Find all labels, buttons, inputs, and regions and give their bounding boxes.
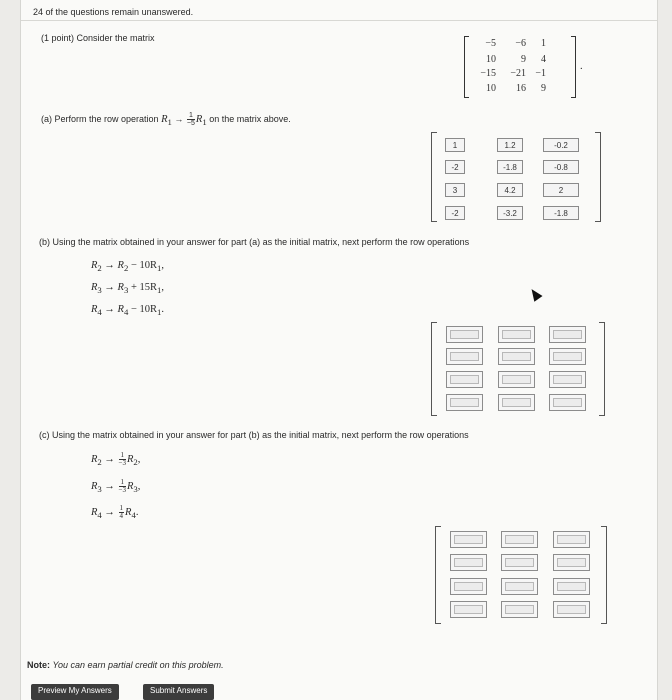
matrix-cell: 1 <box>541 38 546 49</box>
punctuation: , <box>161 282 165 293</box>
answer-b-input[interactable] <box>446 394 483 411</box>
row-operation <box>91 452 140 467</box>
matrix-cell: 9 <box>521 54 526 65</box>
row-operation <box>91 304 164 317</box>
answer-c-input[interactable] <box>553 578 590 595</box>
matrix-cell: 9 <box>541 83 546 94</box>
matrix-cell: −5 <box>485 38 496 49</box>
row-operation <box>91 479 140 494</box>
punctuation: , <box>161 260 165 271</box>
arrow: → <box>104 282 115 293</box>
part-b-instruction: (b) Using the matrix obtained in your answer for part (a) as the initial matrix, next perform the row operations <box>39 237 470 247</box>
punctuation: , <box>137 480 141 492</box>
denominator: 4 <box>119 512 124 520</box>
row-index: 3 <box>97 285 102 296</box>
part-c-instruction: (c) Using the matrix obtained in your answer for part (b) as the initial matrix, next perform the row operations <box>39 430 469 440</box>
answer-a-cell[interactable]: 2 <box>543 183 579 197</box>
row-index: 4 <box>123 307 129 318</box>
arrow: → <box>174 113 184 124</box>
matrix-cell: 10 <box>486 54 496 65</box>
scalar-fraction <box>187 112 195 127</box>
row-symbol: R <box>91 506 98 518</box>
answer-c-input[interactable] <box>553 554 590 571</box>
answer-c-input[interactable] <box>450 601 487 618</box>
row-operation <box>91 505 138 520</box>
arrow: → <box>104 304 115 315</box>
scalar-fraction <box>119 505 125 520</box>
answer-b-input[interactable] <box>498 326 535 343</box>
row-symbol: R <box>91 304 98 315</box>
partial-credit-note <box>27 660 224 670</box>
scalar-fraction <box>119 452 126 467</box>
matrix-cell: −15 <box>480 68 496 79</box>
row-symbol: R <box>117 260 124 271</box>
answer-c-input[interactable] <box>450 578 487 595</box>
answer-c-input[interactable] <box>501 531 538 548</box>
punctuation: . <box>161 304 165 315</box>
row-term: + 15R <box>128 282 158 293</box>
answer-b-input[interactable] <box>446 326 483 343</box>
submit-answers-button[interactable]: Submit Answers <box>143 684 214 700</box>
answer-c-input[interactable] <box>450 554 487 571</box>
row-operation <box>91 260 164 273</box>
answer-a-cell[interactable]: -2 <box>445 160 465 174</box>
answer-c-input[interactable] <box>450 531 487 548</box>
row-term: − 10R <box>128 260 158 271</box>
punctuation: . <box>135 506 139 518</box>
matrix-cell: −21 <box>510 68 526 79</box>
answer-a-cell[interactable]: -1.8 <box>497 160 523 174</box>
row-operation <box>91 282 164 295</box>
numerator: 1 <box>119 504 124 512</box>
punctuation: , <box>137 453 141 465</box>
numerator: 1 <box>120 478 125 486</box>
row-symbol: R <box>91 480 98 492</box>
denominator: −3 <box>118 459 126 467</box>
part-a-suffix: on the matrix above. <box>209 113 291 124</box>
answer-a-cell[interactable]: 1.2 <box>497 138 523 152</box>
row-index: 4 <box>97 510 102 520</box>
row-symbol: R <box>91 260 98 271</box>
matrix-cell: −6 <box>515 38 526 49</box>
row-index: 2 <box>123 263 129 274</box>
answer-b-input[interactable] <box>498 348 535 365</box>
row-index: 1 <box>157 307 162 318</box>
preview-answers-button[interactable]: Preview My Answers <box>31 684 119 700</box>
row-index: 2 <box>97 457 102 467</box>
answer-a-cell[interactable]: 1 <box>445 138 465 152</box>
answer-a-cell[interactable]: -0.2 <box>543 138 579 152</box>
row-symbol: R <box>195 113 203 125</box>
arrow: → <box>104 260 115 271</box>
part-a-prefix: (a) Perform the row operation <box>41 113 159 124</box>
row-term: − 10R <box>128 304 158 315</box>
answer-a-cell[interactable]: -2 <box>445 206 465 220</box>
row-index: 1 <box>167 116 172 127</box>
answer-a-cell[interactable]: -1.8 <box>543 206 579 220</box>
arrow: → <box>104 453 115 465</box>
arrow: → <box>104 506 115 518</box>
row-symbol: R <box>117 282 124 293</box>
note-label: Note: <box>27 660 50 670</box>
answer-b-bracket-left <box>431 322 437 416</box>
row-index: 2 <box>97 263 102 274</box>
answer-c-bracket-left <box>435 526 441 624</box>
answer-b-input[interactable] <box>446 371 483 388</box>
answer-b-input[interactable] <box>498 371 535 388</box>
matrix-cell: 10 <box>486 83 496 94</box>
answer-c-input[interactable] <box>501 578 538 595</box>
answer-a-cell[interactable]: -0.8 <box>543 160 579 174</box>
mouse-pointer-icon <box>527 286 542 302</box>
matrix-cell: 16 <box>516 83 526 94</box>
answer-c-input[interactable] <box>501 554 538 571</box>
row-symbol: R <box>161 113 168 125</box>
matrix-cell: 4 <box>541 54 546 65</box>
answer-b-input[interactable] <box>446 348 483 365</box>
matrix-bracket-right <box>571 36 576 98</box>
row-index: 1 <box>202 116 207 127</box>
row-symbol: R <box>91 282 98 293</box>
row-symbol: R <box>91 453 98 465</box>
row-index: 4 <box>97 307 102 318</box>
matrix-cell: −1 <box>535 68 546 79</box>
matrix-period: . <box>580 61 583 72</box>
answer-b-bracket-right <box>599 322 605 416</box>
answer-c-input[interactable] <box>553 601 590 618</box>
answer-a-cell[interactable]: 4.2 <box>497 183 523 197</box>
numerator: 1 <box>120 451 125 459</box>
answer-b-input[interactable] <box>549 326 586 343</box>
answer-c-bracket-right <box>601 526 607 624</box>
denominator: −5 <box>186 120 195 127</box>
row-index: 3 <box>133 484 138 494</box>
row-index: 1 <box>157 263 162 274</box>
row-index: 1 <box>157 285 162 296</box>
answer-b-input[interactable] <box>549 348 586 365</box>
scalar-fraction <box>119 479 126 494</box>
answer-a-bracket-right <box>595 132 601 222</box>
given-matrix <box>464 36 576 98</box>
row-index: 4 <box>131 510 136 520</box>
row-index: 2 <box>133 457 138 467</box>
problem-prompt: (1 point) Consider the matrix <box>41 33 155 43</box>
answer-b-input[interactable] <box>549 371 586 388</box>
denominator: −3 <box>118 486 126 494</box>
answer-b-input[interactable] <box>549 394 586 411</box>
answer-a-cell[interactable]: -3.2 <box>497 206 523 220</box>
answer-a-cell[interactable]: 3 <box>445 183 465 197</box>
part-a-instruction <box>41 112 291 127</box>
answer-c-input[interactable] <box>553 531 590 548</box>
row-symbol: R <box>117 304 124 315</box>
numerator: 1 <box>187 112 195 120</box>
unanswered-status: 24 of the questions remain unanswered. <box>33 7 194 17</box>
divider <box>21 20 657 21</box>
row-symbol: R <box>125 506 132 518</box>
problem-page <box>20 0 658 700</box>
answer-b-input[interactable] <box>498 394 535 411</box>
row-symbol: R <box>127 480 134 492</box>
row-index: 3 <box>97 484 102 494</box>
note-text: You can earn partial credit on this problem. <box>52 660 224 670</box>
row-symbol: R <box>127 453 134 465</box>
answer-c-input[interactable] <box>501 601 538 618</box>
arrow: → <box>104 480 115 492</box>
row-index: 3 <box>123 285 129 296</box>
answer-a-bracket-left <box>431 132 437 222</box>
